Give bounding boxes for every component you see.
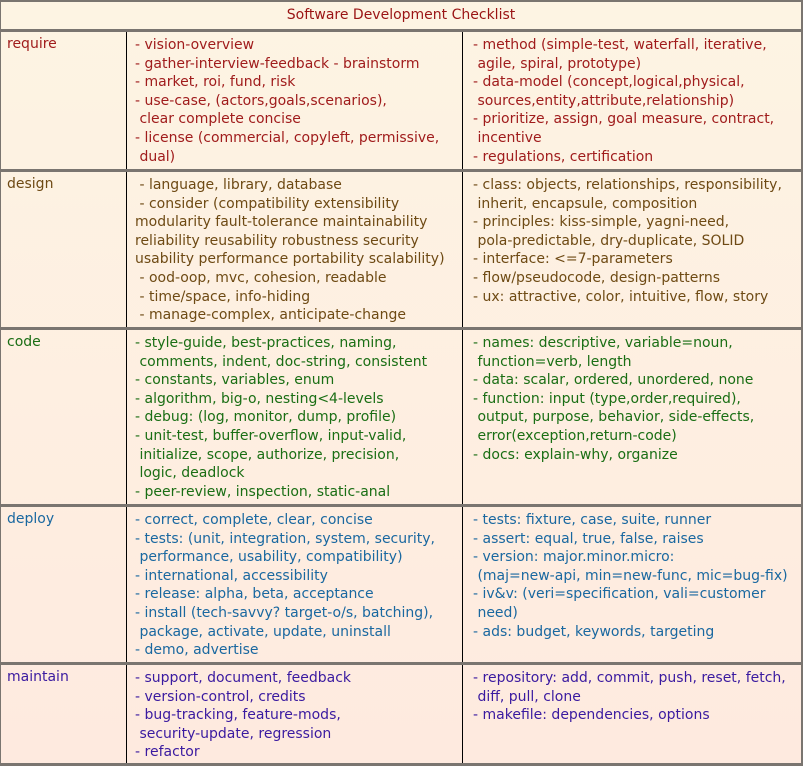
checklist-item: - ads: budget, keywords, targeting <box>473 623 715 640</box>
items-col1 <box>127 172 463 327</box>
checklist-item: initialize, scope, authorize, precision, <box>135 446 400 463</box>
checklist-item: - consider (compatibility extensibility <box>135 195 400 212</box>
checklist-item: - principles: kiss-simple, yagni-need, <box>473 214 730 231</box>
checklist-item: error(exception,return-code) <box>473 427 677 444</box>
checklist-item: - debug: (log, monitor, dump, profile) <box>135 409 397 426</box>
checklist-item: - gather-interview-feedback - brainstorm <box>135 55 420 72</box>
checklist-item: logic, deadlock <box>135 465 245 482</box>
checklist-item: - correct, complete, clear, concise <box>135 512 373 528</box>
checklist-item: - bug-tracking, feature-mods, <box>135 707 341 724</box>
table-title: Software Development Checklist <box>1 2 801 32</box>
checklist-item: - data-model (concept,logical,physical, <box>473 74 745 91</box>
items-col2 <box>463 172 801 327</box>
checklist-item: - docs: explain-why, organize <box>473 446 678 463</box>
checklist-item: - flow/pseudocode, design-patterns <box>473 269 721 286</box>
checklist-item: - function: input (type,order,required), <box>473 390 741 407</box>
checklist-item: - repository: add, commit, push, reset, fetch, <box>473 670 786 686</box>
items-col1 <box>127 330 463 504</box>
row-deploy <box>1 507 801 665</box>
checklist-item: package, activate, update, uninstall <box>135 623 391 640</box>
checklist-item: - time/space, info-hiding <box>135 288 311 305</box>
checklist-item: inherit, encapsule, composition <box>473 195 698 212</box>
checklist-item: - class: objects, relationships, responsibility, <box>473 177 782 193</box>
checklist-item: - international, accessibility <box>135 567 328 584</box>
items-col1 <box>127 32 463 169</box>
checklist-item: - release: alpha, beta, acceptance <box>135 586 374 603</box>
checklist-item: - names: descriptive, variable=noun, <box>473 335 733 351</box>
checklist-item: - iv&v: (veri=specification, vali=customer <box>473 586 766 603</box>
checklist-item: performance, usability, compatibility) <box>135 549 403 566</box>
checklist-item: pola-predictable, dry-duplicate, SOLID <box>473 232 745 249</box>
items-col2 <box>463 32 801 169</box>
checklist-item: - prioritize, assign, goal measure, contract, <box>473 111 775 128</box>
phase-label: deploy <box>1 507 127 662</box>
checklist-item: output, purpose, behavior, side-effects, <box>473 409 755 426</box>
checklist-item: - language, library, database <box>135 177 342 193</box>
checklist-item: - constants, variables, enum <box>135 372 335 389</box>
checklist-item: - regulations, certification <box>473 148 654 165</box>
phase-label: code <box>1 330 127 504</box>
phase-label: maintain <box>1 665 127 763</box>
checklist-item: - refactor <box>135 744 200 761</box>
checklist-item: - install (tech-savvy? target-o/s, batching), <box>135 604 434 621</box>
checklist-item: - version: major.minor.micro: <box>473 549 675 566</box>
checklist-item: - algorithm, big-o, nesting<4-levels <box>135 390 384 407</box>
phase-label: require <box>1 32 127 169</box>
items-col1 <box>127 507 463 662</box>
checklist-item: - license (commercial, copyleft, permissive, <box>135 129 440 146</box>
checklist-item: - method (simple-test, waterfall, iterative, <box>473 37 767 53</box>
checklist-item: sources,entity,attribute,relationship) <box>473 92 735 109</box>
checklist-item: - version-control, credits <box>135 688 306 705</box>
checklist-item: - tests: fixture, case, suite, runner <box>473 512 712 528</box>
checklist-item: diff, pull, clone <box>473 688 581 705</box>
items-col1 <box>127 665 463 763</box>
checklist-item: - market, roi, fund, risk <box>135 74 296 91</box>
checklist-item: - interface: <=7-parameters <box>473 251 673 268</box>
row-code <box>1 330 801 507</box>
checklist-item: - demo, advertise <box>135 642 259 659</box>
checklist-item: - data: scalar, ordered, unordered, none <box>473 372 754 389</box>
checklist-item: - ux: attractive, color, intuitive, flow, story <box>473 288 769 305</box>
checklist-item: - tests: (unit, integration, system, security, <box>135 530 436 547</box>
checklist-item: - unit-test, buffer-overflow, input-valid, <box>135 427 407 444</box>
checklist-item: - ood-oop, mvc, cohesion, readable <box>135 269 387 286</box>
checklist-item: reliability reusability robustness security <box>135 232 419 249</box>
checklist-item: - peer-review, inspection, static-anal <box>135 483 391 500</box>
checklist-item: - vision-overview <box>135 37 255 53</box>
checklist-item: - manage-complex, anticipate-change <box>135 307 406 324</box>
row-maintain <box>1 665 801 763</box>
checklist-item: - makefile: dependencies, options <box>473 707 710 724</box>
checklist-item: - support, document, feedback <box>135 670 352 686</box>
checklist-item: - use-case, (actors,goals,scenarios), <box>135 92 387 109</box>
checklist-item: - style-guide, best-practices, naming, <box>135 335 397 351</box>
checklist-item: - assert: equal, true, false, raises <box>473 530 704 547</box>
checklist-item: function=verb, length <box>473 353 632 370</box>
row-require <box>1 32 801 172</box>
row-design <box>1 172 801 330</box>
checklist-item: modularity fault-tolerance maintainability <box>135 214 428 231</box>
checklist-item: clear complete concise <box>135 111 301 128</box>
checklist-item: security-update, regression <box>135 725 332 742</box>
items-col2 <box>463 665 801 763</box>
checklist-item: need) <box>473 604 518 621</box>
checklist-item: incentive <box>473 129 542 146</box>
phase-label: design <box>1 172 127 327</box>
checklist-item: dual) <box>135 148 176 165</box>
checklist-item: (maj=new-api, min=new-func, mic=bug-fix) <box>473 567 788 584</box>
checklist-item: comments, indent, doc-string, consistent <box>135 353 428 370</box>
items-col2 <box>463 507 801 662</box>
checklist-item: usability performance portability scalability) <box>135 251 445 268</box>
checklist-item: agile, spiral, prototype) <box>473 55 642 72</box>
items-col2 <box>463 330 801 504</box>
